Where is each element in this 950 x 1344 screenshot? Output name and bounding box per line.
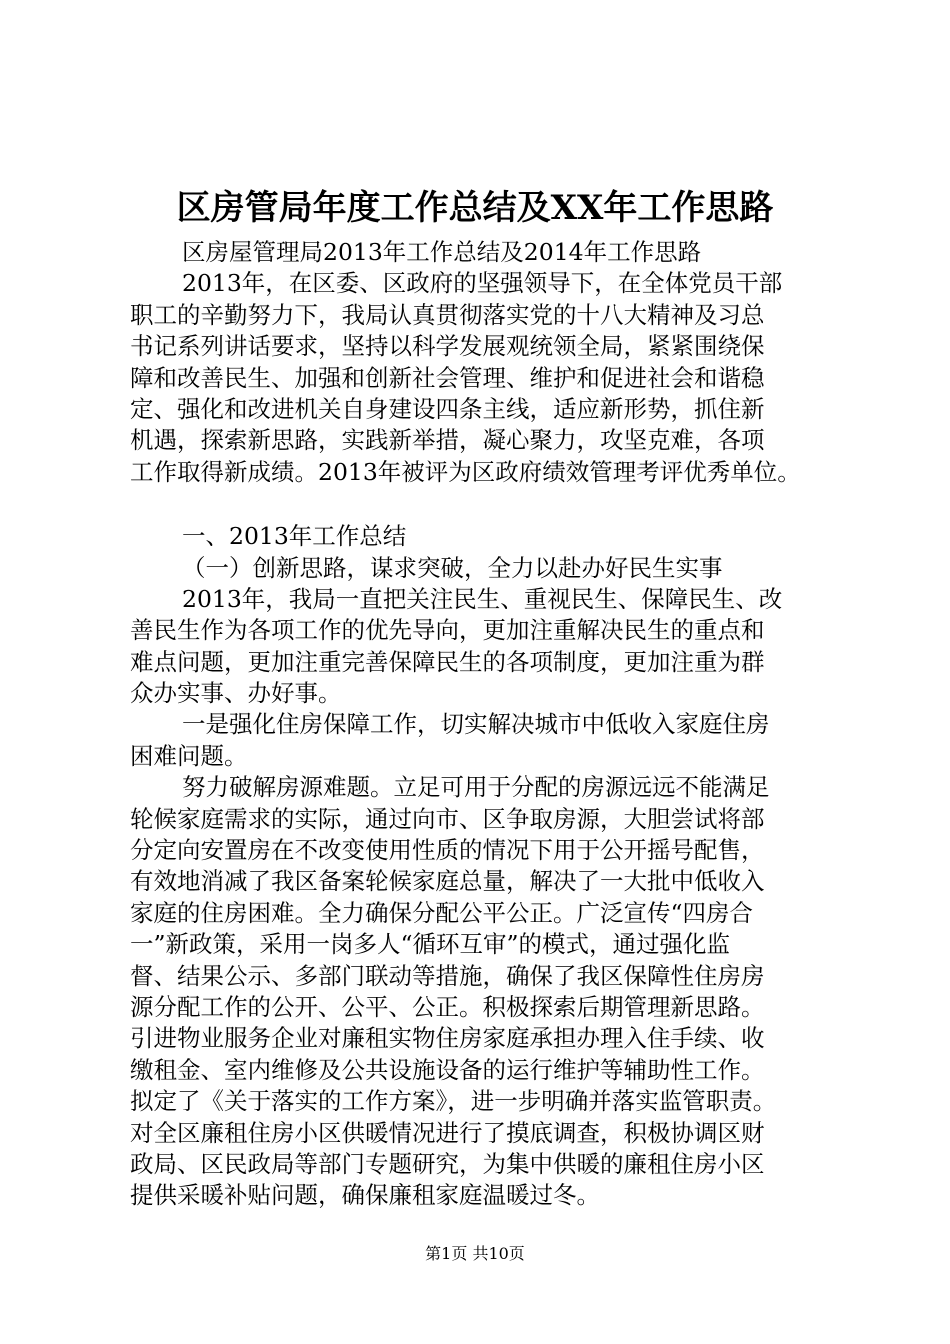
paragraph-line: 众办实事、办好事。	[130, 679, 342, 708]
subsection-heading: （一）创新思路，谋求突破，全力以赴办好民生实事	[182, 553, 723, 582]
subtitle-line: 区房屋管理局2013年工作总结及2014年工作思路	[182, 238, 702, 266]
paragraph-line: 努力破解房源难题。立足可用于分配的房源远远不能满足	[182, 773, 770, 802]
paragraph-line: 困难问题。	[130, 741, 248, 770]
paragraph-line: 提供采暖补贴问题，确保廉租家庭温暖过冬。	[130, 1181, 600, 1210]
paragraph-line: 政局、区民政局等部门专题研究，为集中供暖的廉租住房小区	[130, 1149, 765, 1178]
paragraph-line: 有效地消减了我区备案轮候家庭总量，解决了一大批中低收入	[130, 867, 765, 896]
paragraph-line: 机遇，探索新思路，实践新举措，凝心聚力，攻坚克难，各项	[130, 426, 765, 455]
paragraph-line: 家庭的住房困难。全力确保分配公平公正。广泛宣传“四房合	[130, 898, 754, 927]
paragraph-line: 2013年，在区委、区政府的坚强领导下，在全体党员干部	[182, 269, 783, 298]
paragraph-line: 分定向安置房在不改变使用性质的情况下用于公开摇号配售，	[130, 836, 765, 865]
document-title: 区房管局年度工作总结及XX年工作思路	[176, 188, 774, 228]
paragraph-line: 引进物业服务企业对廉租实物住房家庭承担办理入住手续、收	[130, 1024, 765, 1053]
paragraph-line: 善民生作为各项工作的优先导向，更加注重解决民生的重点和	[130, 616, 765, 645]
paragraph-line: 障和改善民生、加强和创新社会管理、维护和促进社会和谐稳	[130, 363, 765, 392]
paragraph-line: 源分配工作的公开、公平、公正。积极探索后期管理新思路。	[130, 992, 765, 1021]
paragraph-line: 书记系列讲话要求，坚持以科学发展观统领全局，紧紧围绕保	[130, 332, 765, 361]
paragraph-line: 定、强化和改进机关自身建设四条主线，适应新形势，抓住新	[130, 394, 765, 423]
paragraph-line: 职工的辛勤努力下，我局认真贯彻落实党的十八大精神及习总	[130, 300, 765, 329]
paragraph-line: 对全区廉租住房小区供暖情况进行了摸底调查，积极协调区财	[130, 1118, 765, 1147]
paragraph-line: 缴租金、室内维修及公共设施设备的运行维护等辅助性工作。	[130, 1055, 765, 1084]
paragraph-line: 督、结果公示、多部门联动等措施，确保了我区保障性住房房	[130, 961, 765, 990]
document-body	[130, 237, 840, 1212]
paragraph-line: 工作取得新成绩。2013年被评为区政府绩效管理考评优秀单位。	[130, 457, 801, 486]
paragraph-line: 一是强化住房保障工作，切实解决城市中低收入家庭住房	[182, 710, 770, 739]
paragraph-line: 轮候家庭需求的实际，通过向市、区争取房源，大胆尝试将部	[130, 804, 765, 833]
paragraph-line: 拟定了《关于落实的工作方案》，进一步明确并落实监管职责。	[130, 1087, 777, 1116]
paragraph-line: 难点问题，更加注重完善保障民生的各项制度，更加注重为群	[130, 647, 765, 676]
paragraph-line: 一”新政策，采用一岗多人“循环互审”的模式，通过强化监	[130, 930, 731, 959]
page-footer: 第1页 共10页	[425, 1244, 525, 1263]
paragraph-line: 2013年，我局一直把关注民生、重视民生、保障民生、改	[182, 584, 783, 613]
section-heading: 一、2013年工作总结	[182, 522, 407, 551]
